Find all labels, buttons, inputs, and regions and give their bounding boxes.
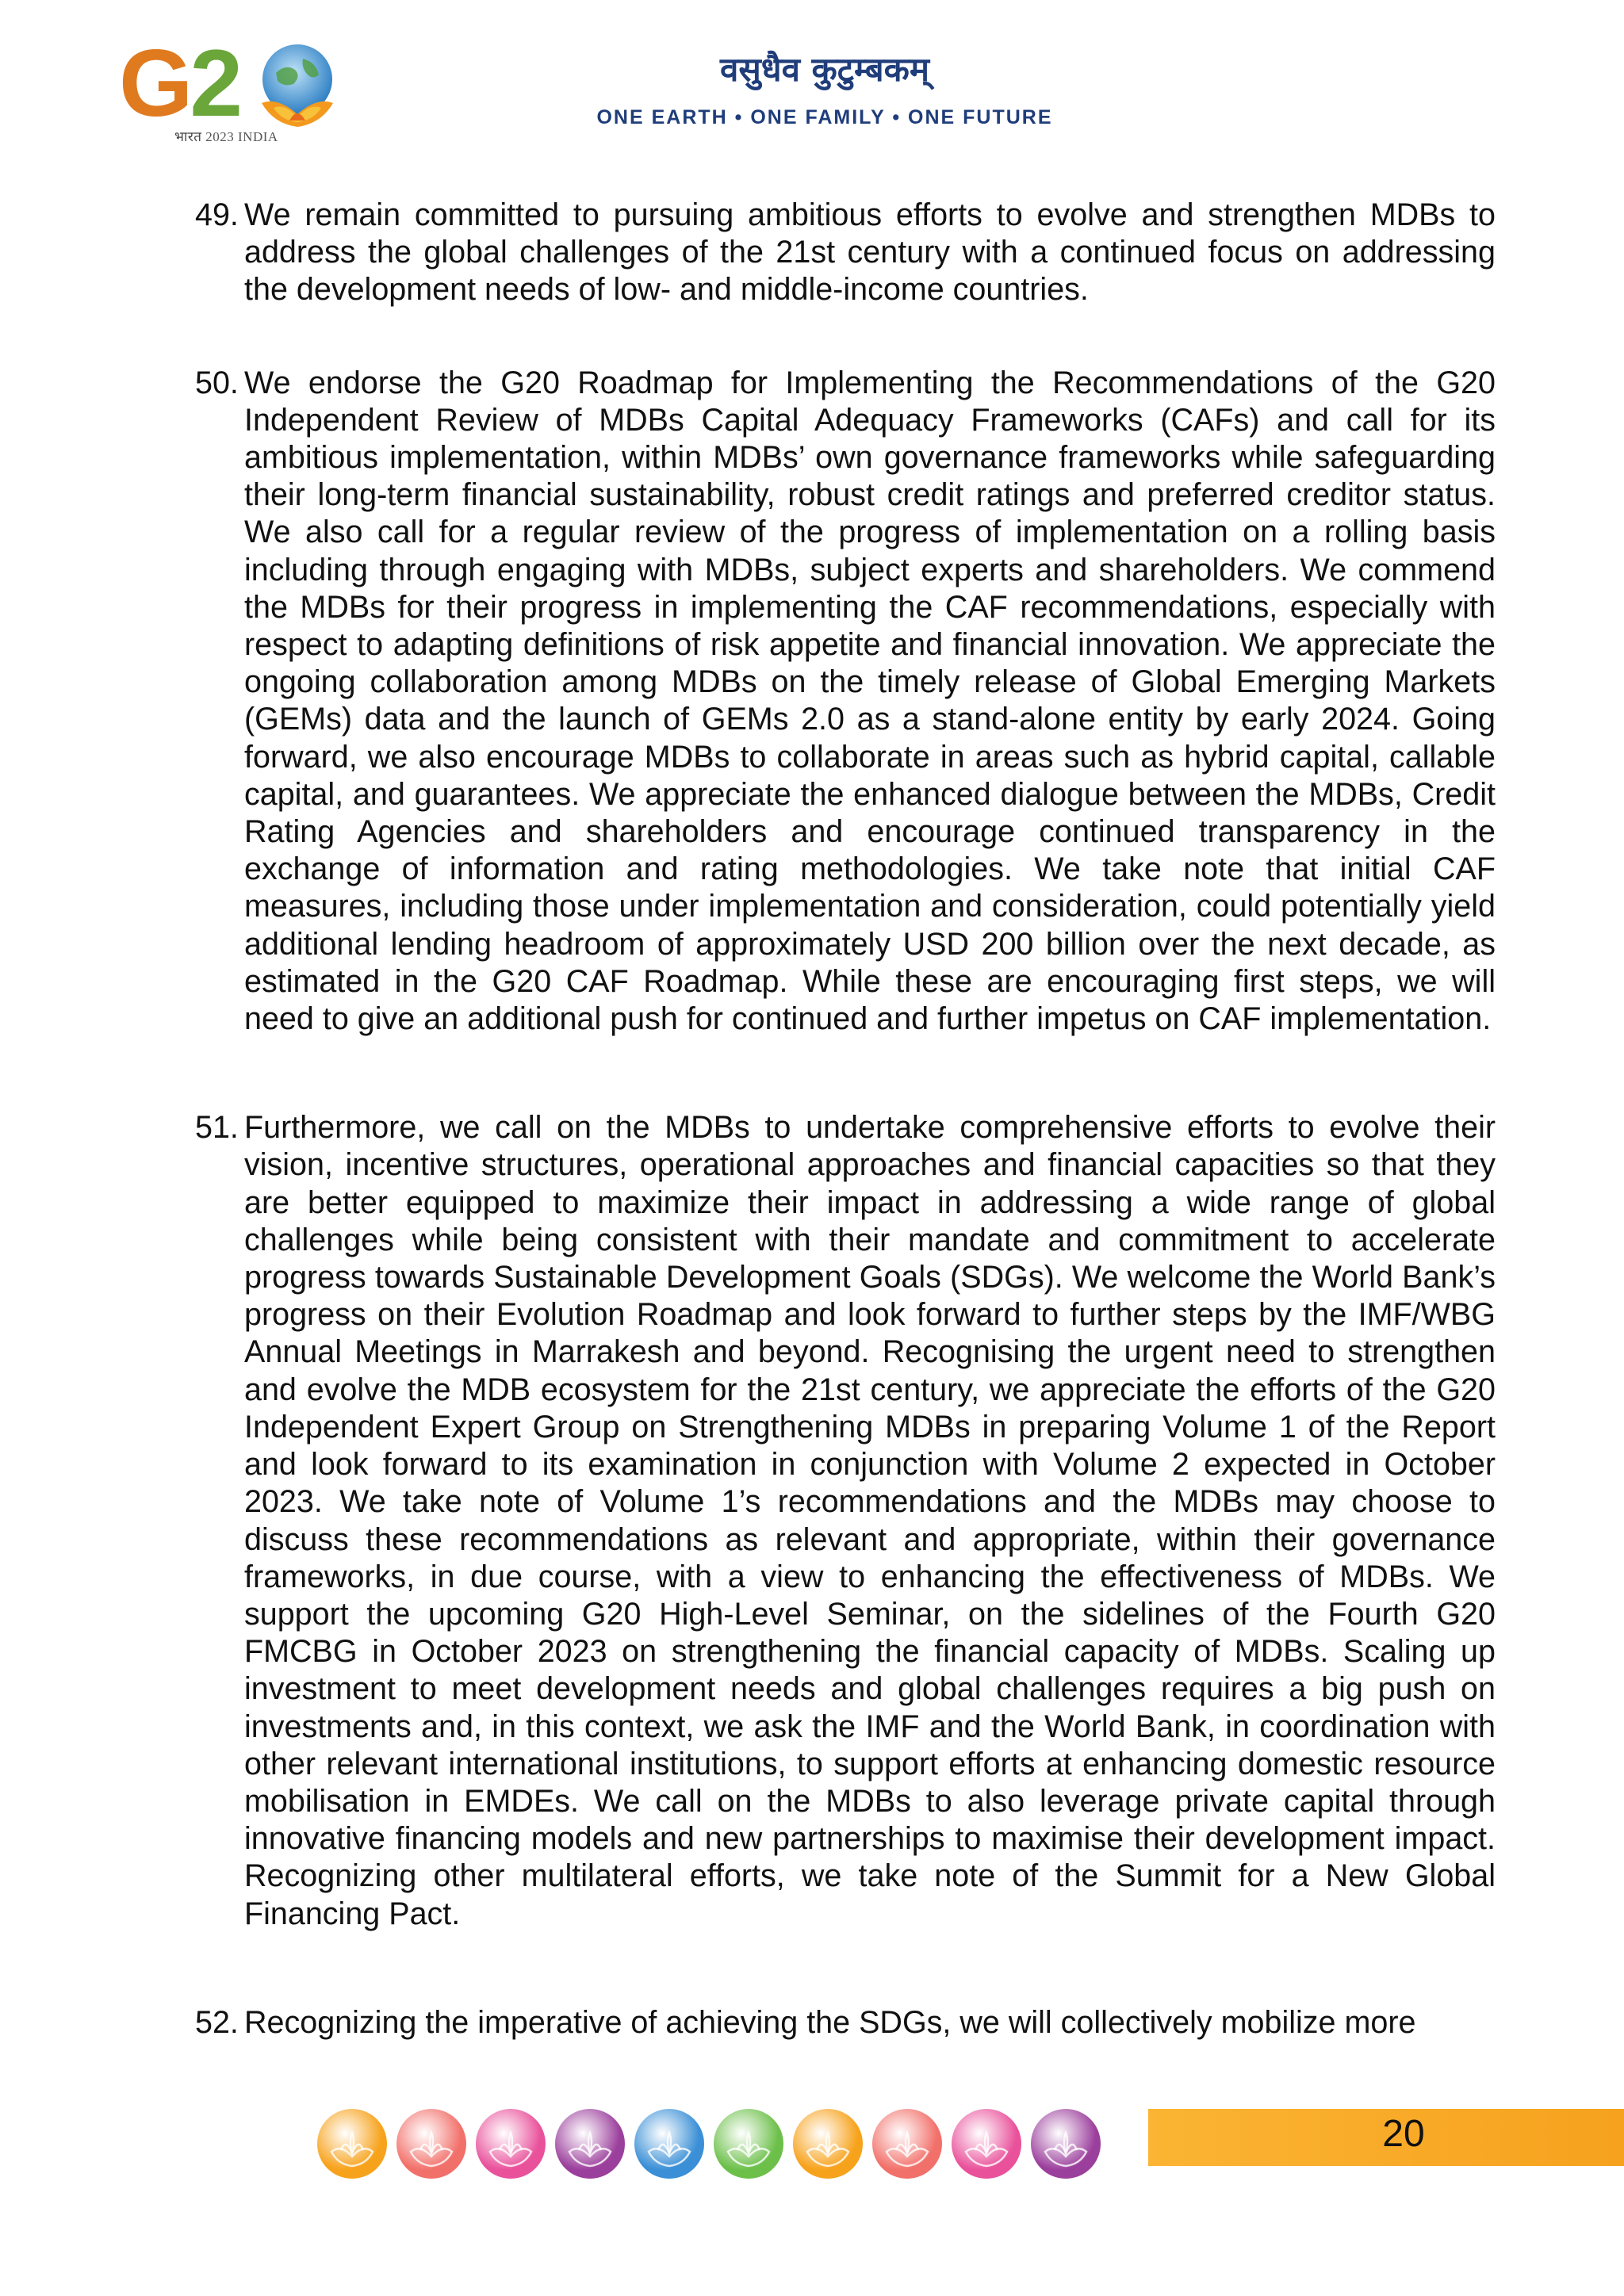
lotus-icon [952, 2109, 1021, 2179]
logo-subtitle-hindi: भारत [174, 129, 202, 144]
logo-wordmark [119, 32, 239, 135]
lotus-icon [793, 2109, 863, 2179]
page-number: 20 [1382, 2113, 1425, 2155]
paragraph-52 [195, 2004, 1496, 2042]
paragraph-49 [195, 197, 1496, 309]
paragraph-text: We remain committed to pursuing ambitious efforts to evolve and strengthen MDBs to address the global challenges of the 21st century with a continued focus on addressing the development needs of low- and middle-income countries. [244, 197, 1496, 308]
tagline-english: ONE EARTH • ONE FAMILY • ONE FUTURE [596, 106, 1053, 128]
tagline-block [555, 48, 1094, 129]
paragraph-number: 49. [195, 197, 239, 232]
lotus-icon [555, 2109, 625, 2179]
paragraph-text: We endorse the G20 Roadmap for Implementing the Recommendations of the G20 Independent Review of MDBs Capital Adequacy Frameworks (CAFs) and call for its ambitious implementation, within MDBs’ own governance frameworks while safeguarding their long-term financial sustainability, robust credit ratings and preferred creditor status. We also call for a regular review of the progress of implementation on a rolling basis including through engaging with MDBs, subject experts and shareholders. We commend the MDBs for their progress in implementing the CAF recommendations, especially with respect to adapting definitions of risk appetite and financial innovation. We appreciate the ongoing collaboration among MDBs on the timely release of Global Emerging Markets (GEMs) data and the launch of GEMs 2.0 as a stand-alone entity by early 2024. Going forward, we also encourage MDBs to collaborate in areas such as hybrid capital, callable capital, and guarantees. We appreciate the enhanced dialogue between the MDBs, Credit Rating Agencies and shareholders and encourage continued transparency in the exchange of information and rating methodologies. We take note that initial CAF measures, including those under implementation and consideration, could potentially yield additional lending headroom of approximately USD 200 billion over the next decade, as estimated in the G20 CAF Roadmap. While these are encouraging first steps, we will need to give an additional push for continued and further impetus on CAF implementation. [244, 365, 1496, 1037]
g20-logo [95, 32, 341, 151]
lotus-icon [1031, 2109, 1101, 2179]
lotus-decoration-row [317, 2109, 1101, 2188]
paragraph-50 [195, 365, 1496, 1039]
page-footer [0, 2093, 1624, 2188]
lotus-icon [714, 2109, 783, 2179]
lotus-icon [634, 2109, 704, 2179]
logo-subtitle [174, 127, 278, 145]
lotus-icon [476, 2109, 546, 2179]
lotus-icon [396, 2109, 466, 2179]
paragraph-51 [195, 1109, 1496, 1932]
lotus-icon [317, 2109, 387, 2179]
paragraph-text: Furthermore, we call on the MDBs to undertake comprehensive efforts to evolve their vision, incentive structures, operational approaches and financial capacities so that they are better equipped to maximize their impact in addressing a wide range of global challenges while being consistent with their mandate and commitment to accelerate progress towards Sustainable Development Goals (SDGs). We welcome the World Bank’s progress on their Evolution Roadmap and look forward to further steps by the IMF/WBG Annual Meetings in Marrakesh and beyond. Recognising the urgent need to strengthen and evolve the MDB ecosystem for the 21st century, we appreciate the efforts of the G20 Independent Expert Group on Strengthening MDBs in preparing Volume 1 of the Report and look forward to its examination in conjunction with Volume 2 expected in October 2023. We take note of Volume 1’s recommendations and the MDBs may choose to discuss these recommendations as relevant and appropriate, within their governance frameworks, in due course, with a view to enhancing the effectiveness of MDBs. We support the upcoming G20 High-Level Seminar, on the sidelines of the Fourth G20 FMCBG in October 2023 on strengthening the financial capacity of MDBs. Scaling up investment to meet development needs and global challenges requires a big push on investments and, in this context, we ask the IMF and the World Bank, in coordination with other relevant international institutions, to support efforts at enhancing domestic resource mobilisation in EMDEs. We call on the MDBs to also leverage private capital through innovative financing models and new partnerships to maximise their development impact. Recognizing other multilateral efforts, we take note of the Summit for a New Global Financing Pact. [244, 1110, 1496, 1931]
tagline-hindi: वसुधैव कुटुम्बकम् [720, 50, 929, 89]
document-body [195, 197, 1496, 2042]
logo-subtitle-year: 2023 INDIA [205, 129, 278, 144]
paragraph-number: 52. [195, 2004, 239, 2040]
paragraph-text: Recognizing the imperative of achieving the SDGs, we will collectively mobilize more [244, 2004, 1416, 2040]
page-header [0, 0, 1624, 159]
paragraph-number: 50. [195, 365, 239, 400]
lotus-globe-icon [254, 41, 341, 136]
logo-digit-2: 2 [190, 30, 240, 136]
logo-letter-g: G [119, 30, 190, 136]
lotus-icon [872, 2109, 942, 2179]
paragraph-number: 51. [195, 1110, 239, 1146]
